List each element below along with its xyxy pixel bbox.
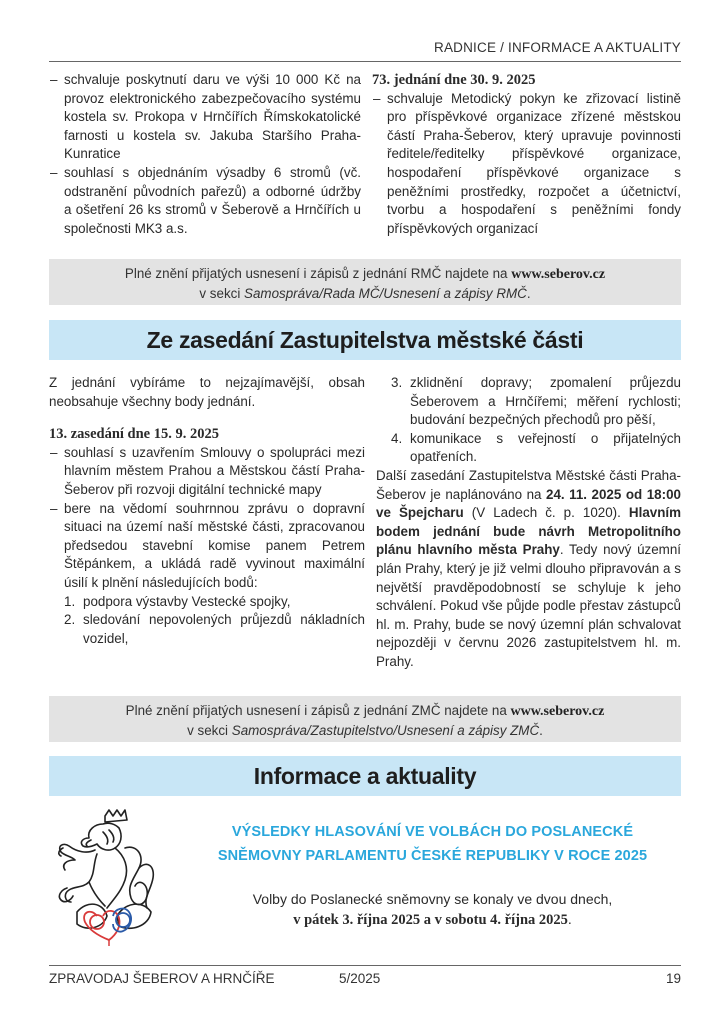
section-banner-informace bbox=[49, 756, 681, 796]
meeting-date: 24. 11. 2025 od 18:00 ve Špejcharu bbox=[376, 486, 681, 521]
section-title: Ze zasedání Zastupitelstva městské části bbox=[146, 327, 584, 353]
next-meeting-paragraph bbox=[376, 467, 681, 672]
note-line-1 bbox=[49, 701, 681, 721]
issue-number: 5/2025 bbox=[339, 971, 381, 986]
numbered-item bbox=[376, 430, 681, 467]
running-head-text: RADNICE / INFORMACE A AKTUALITY bbox=[434, 40, 681, 55]
note-text: . bbox=[539, 723, 543, 738]
page-number: 19 bbox=[665, 971, 681, 986]
list-item: – schvaluje poskytnutí daru ve výši 10 000 Kč na provoz elektronického zabezpečovacího systému kostela sv. Prokopa v Hrnčířích Římskokatolické farnosti u kostela sv. Jakuba Staršího Praha-Kunratice bbox=[49, 71, 361, 164]
numbered-item bbox=[376, 374, 681, 430]
note-text: Plné znění přijatých usnesení i zápisů z jednání RMČ najdete na bbox=[124, 266, 512, 281]
election-results-title bbox=[180, 820, 685, 868]
section-path: Samospráva/Zastupitelstvo/Usnesení a zápisy ZMČ bbox=[231, 723, 540, 738]
section-path: Samospráva/Rada MČ/Usnesení a zápisy RMČ bbox=[244, 286, 527, 301]
title-line-2: SNĚMOVNY PARLAMENTU ČESKÉ REPUBLIKY V ROCE 2025 bbox=[217, 848, 648, 864]
intro-paragraph: Z jednání vybíráme to nejzajímavější, obsah neobsahuje všechny body jednání. bbox=[49, 375, 365, 409]
publication-name: ZPRAVODAJ ŠEBEROV A HRNČÍŘE bbox=[49, 971, 275, 986]
note-text: v sekci bbox=[187, 723, 232, 738]
list-item: – schvaluje Metodický pokyn ke zřizovací listině pro příspěvkové organizace zřízené městskou částí Praha-Šeberov, který upravuje povinnosti ředitele/ředitelky příspěvkové organizace, hospodaření příspěvkové organizace s peněžními prostředky, rozpočet a účetnictví, tvorbu a hospodaření s peněžními fondy příspěvkových organizací bbox=[372, 90, 681, 239]
section-banner-zastupitelstvo bbox=[49, 320, 681, 360]
meeting-main-point: Hlavním bodem jednání bude návrh Metropolitního plánu hlavního města Prahy bbox=[376, 505, 682, 558]
item-number: 2. bbox=[64, 612, 76, 628]
item-text: zklidnění dopravy; zpomalení průjezdu Šeberovem a Hrnčířemi; měření rychlosti; budování bezpečných přechodů pro pěší, bbox=[410, 375, 681, 428]
zmc-right-column bbox=[376, 374, 681, 672]
rmc-right-column bbox=[372, 71, 681, 238]
rmc-note-box bbox=[49, 259, 681, 305]
election-text-line-2 bbox=[180, 910, 685, 931]
note-line-2 bbox=[49, 721, 681, 740]
page-footer bbox=[49, 965, 681, 989]
item-number: 4. bbox=[391, 430, 403, 446]
website-link[interactable]: www.seberov.cz bbox=[511, 267, 606, 282]
paragraph-text: . Tedy nový územní plán Prahy, který je již velmi dlouho připravován a s největší pravděpodobností se schyluje k jeho schválení. Pokud vše půjde podle přestav zástupců hl. m. Prahy, bude se nový územní plán schvalovat nejpozději v červnu 2026 zastupitelstvem hl. m. Prahy. bbox=[376, 542, 681, 669]
item-text: sledování nepovolených průjezdů nákladních vozidel, bbox=[83, 612, 365, 646]
czech-lion-emblem-icon bbox=[47, 808, 177, 948]
note-line-1 bbox=[49, 264, 681, 284]
paragraph-text: Další zasedání Zastupitelstva Městské části Praha-Šeberov je naplánováno na bbox=[376, 467, 681, 502]
note-text: Plné znění přijatých usnesení i zápisů z jednání ZMČ najdete na bbox=[125, 703, 511, 718]
note-line-2 bbox=[49, 284, 681, 303]
website-link[interactable]: www.seberov.cz bbox=[510, 704, 605, 719]
title-line-1: VÝSLEDKY HLASOVÁNÍ VE VOLBÁCH DO POSLANECKÉ bbox=[231, 824, 634, 840]
election-text bbox=[180, 890, 685, 930]
item-number: 1. bbox=[64, 593, 76, 609]
numbered-item bbox=[49, 611, 365, 648]
note-text: . bbox=[526, 286, 531, 301]
item-number: 3. bbox=[391, 375, 403, 390]
item-text: komunikace s veřejností o přijatelných opatřeních. bbox=[410, 430, 681, 465]
section-title: Informace a aktuality bbox=[253, 763, 477, 789]
paragraph-text: (V Ladech č. p. 1020). bbox=[463, 505, 629, 521]
note-text: v sekci bbox=[199, 286, 245, 301]
zmc-left-column bbox=[49, 374, 365, 648]
list-item: – souhlasí s objednáním výsadby 6 stromů (vč. odstranění původních pařezů) a odborné údržby a ošetření 26 ks stromů v Šeberově a Hrnčířích u společnosti MK3 a.s. bbox=[49, 164, 361, 238]
election-text-line-1: Volby do Poslanecké sněmovny se konaly ve dvou dnech, bbox=[252, 891, 613, 907]
numbered-item bbox=[49, 593, 365, 612]
rmc-left-column bbox=[49, 71, 361, 238]
list-item: – bere na vědomí souhrnnou zprávu o dopravní situaci na území naší městské části, zpracovanou předsedou stavební komise panem Petrem Štěpánkem, a ukládá radě vyvinout maximální úsilí k plnění následujících bodů: bbox=[49, 500, 365, 593]
running-head bbox=[49, 38, 681, 62]
list-item: – souhlasí s uzavřením Smlouvy o spolupráci mezi hlavním městem Prahou a Městskou částí Praha-Šeberov při rozvoji digitální technické mapy bbox=[49, 444, 365, 500]
zmc-note-box bbox=[49, 696, 681, 742]
meeting-heading: 13. zasedání dne 15. 9. 2025 bbox=[49, 426, 219, 443]
meeting-heading: 73. jednání dne 30. 9. 2025 bbox=[372, 72, 536, 88]
item-text: podpora výstavby Vestecké spojky, bbox=[83, 593, 291, 609]
election-text-suffix: . bbox=[567, 910, 572, 927]
election-dates: v pátek 3. října 2025 a v sobotu 4. října 2025 bbox=[293, 911, 568, 928]
